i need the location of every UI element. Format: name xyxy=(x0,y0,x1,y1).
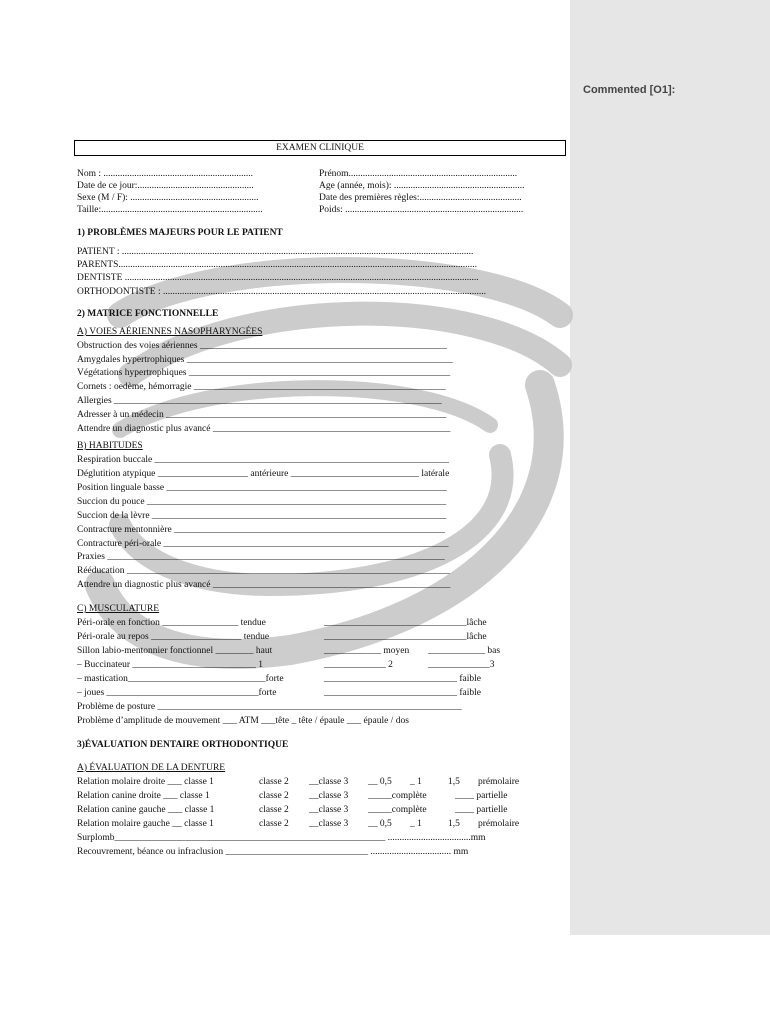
field-cornets[interactable]: Cornets : oedème, hémorragie _____________________________________________________ xyxy=(77,382,446,392)
field-orthodontiste[interactable]: ORTHODONTISTE : ........................................................................................................................................ xyxy=(77,287,486,297)
field-praxies[interactable]: Praxies _______________________________________________________________________ xyxy=(77,552,445,562)
field-molaire-droite[interactable]: Relation molaire droite ___ classe 1 xyxy=(77,777,214,787)
field-attendre-diagnostic-b[interactable]: Attendre un diagnostic plus avancé __________________________________________________ xyxy=(77,580,451,590)
field-periorale-repos[interactable]: Péri-orale au repos ___________________ tendue xyxy=(77,632,270,642)
cell-text[interactable]: _____complète xyxy=(368,791,427,801)
field-allergies[interactable]: Allergies _____________________________________________________________________ xyxy=(77,396,442,406)
cell-text[interactable]: __classe 3 xyxy=(309,805,349,815)
field-taille[interactable]: Taille:.................................................................... xyxy=(77,205,263,215)
field-vegetations[interactable]: Végétations hypertrophiques _______________________________________________________ xyxy=(77,368,451,378)
field-sillon-right[interactable]: ____________ bas xyxy=(428,646,501,656)
cell-text[interactable]: ____ partielle xyxy=(455,805,508,815)
cell-text[interactable]: prémolaire xyxy=(478,819,520,829)
field-surplomb[interactable]: Surplomb_________________________________________________________ ...................................mm xyxy=(77,833,486,843)
section2a-title: A) VOIES AÉRIENNES NASOPHARYNGÉES xyxy=(77,327,263,337)
cell-text[interactable]: __classe 3 xyxy=(309,819,349,829)
comment-label: Commented [O1]: xyxy=(583,84,676,96)
cell-text[interactable]: __ 0,5 xyxy=(368,819,392,829)
field-age[interactable]: Age (année, mois): ....................................................... xyxy=(319,181,525,191)
section2b-title: B) HABITUDES xyxy=(77,441,143,451)
cell-text[interactable]: classe 2 xyxy=(259,819,289,829)
field-canine-droite[interactable]: Relation canine droite ___ classe 1 xyxy=(77,791,210,801)
cell-text[interactable]: _____complète xyxy=(368,805,427,815)
cell-text[interactable]: ____ partielle xyxy=(455,791,508,801)
field-mastication-right[interactable]: ____________________________ faible xyxy=(324,674,482,684)
field-amygdales[interactable]: Amygdales hypertrophiques ________________________________________________________ xyxy=(77,355,453,365)
field-parents[interactable]: PARENTS....................................................................................................................................................... xyxy=(77,260,477,270)
section2-title: 2) MATRICE FONCTIONNELLE xyxy=(77,309,219,319)
field-poids[interactable]: Poids: ........................................................................... xyxy=(319,205,524,215)
field-periorale-fonction[interactable]: Péri-orale en fonction ________________ tendue xyxy=(77,618,266,628)
cell-text[interactable]: __classe 3 xyxy=(309,777,349,787)
field-attendre-diagnostic-a[interactable]: Attendre un diagnostic plus avancé __________________________________________________ xyxy=(77,424,451,434)
field-nom[interactable]: Nom : ............................................................... xyxy=(77,169,254,179)
field-sillon-mid[interactable]: ____________ moyen xyxy=(324,646,410,656)
field-prenom[interactable]: Prénom....................................................................... xyxy=(319,169,518,179)
section1-title: 1) PROBLÈMES MAJEURS POUR LE PATIENT xyxy=(77,228,283,238)
field-succion-levre[interactable]: Succion de la lèvre ______________________________________________________________ xyxy=(77,511,447,521)
field-obstruction[interactable]: Obstruction des voies aériennes ____________________________________________________ xyxy=(77,341,447,351)
field-mastication[interactable]: – mastication_____________________________forte xyxy=(77,674,284,684)
field-buccinateur-mid[interactable]: _____________ 2 xyxy=(324,660,393,670)
field-posture[interactable]: Problème de posture ________________________________________________________________ xyxy=(77,702,462,712)
cell-text[interactable]: _ 1 xyxy=(410,819,422,829)
field-amplitude[interactable]: Problème d’amplitude de mouvement ___ ATM ___tête _ tête / épaule ___ épaule / dos xyxy=(77,716,409,726)
cell-text[interactable]: 1,5 xyxy=(448,819,460,829)
field-date[interactable]: Date de ce jour:................................................. xyxy=(77,181,254,191)
field-dentiste[interactable]: DENTISTE ..................................................................................................................................................... xyxy=(77,273,479,283)
cell-text[interactable]: classe 2 xyxy=(259,805,289,815)
section3-title: 3)ÉVALUATION DENTAIRE ORTHODONTIQUE xyxy=(77,740,289,750)
cell-text[interactable]: 1,5 xyxy=(448,777,460,787)
form-title: EXAMEN CLINIQUE xyxy=(74,140,566,156)
field-succion-pouce[interactable]: Succion du pouce _______________________________________________________________ xyxy=(77,497,447,507)
field-adresser-medecin[interactable]: Adresser à un médecin ___________________________________________________________ xyxy=(77,410,447,420)
cell-text[interactable]: prémolaire xyxy=(478,777,520,787)
section2c-title: C) MUSCULATURE xyxy=(77,604,160,614)
cell-text[interactable]: __ 0,5 xyxy=(368,777,392,787)
field-contracture-mentonniere[interactable]: Contracture mentonnière _________________________________________________________ xyxy=(77,525,445,535)
cell-text[interactable]: classe 2 xyxy=(259,777,289,787)
field-molaire-gauche[interactable]: Relation molaire gauche __ classe 1 xyxy=(77,819,214,829)
field-position-linguale[interactable]: Position linguale basse ___________________________________________________________ xyxy=(77,483,447,493)
field-buccinateur[interactable]: – Buccinateur __________________________ 1 xyxy=(77,660,264,670)
cell-text[interactable]: _ 1 xyxy=(410,777,422,787)
field-periorale-repos-right[interactable]: ______________________________lâche xyxy=(324,632,487,642)
field-patient[interactable]: PATIENT : .................................................................................................................................................... xyxy=(77,247,474,257)
comment-pane xyxy=(570,0,770,935)
section3a-title: A) ÉVALUATION DE LA DENTURE xyxy=(77,763,226,773)
field-joues-right[interactable]: ____________________________ faible xyxy=(324,688,482,698)
field-contracture-periorale[interactable]: Contracture péri-orale ____________________________________________________________ xyxy=(77,539,449,549)
field-regles[interactable]: Date des premières règles:........................................... xyxy=(319,193,522,203)
cell-text[interactable]: classe 2 xyxy=(259,791,289,801)
field-reeducation[interactable]: Rééducation ____________________________________________________________________ xyxy=(77,566,450,576)
field-deglutition[interactable]: Déglutition atypique ___________________ antérieure ___________________________ latérale xyxy=(77,469,450,479)
field-periorale-fonction-right[interactable]: ______________________________lâche xyxy=(324,618,487,628)
field-joues[interactable]: – joues ________________________________forte xyxy=(77,688,277,698)
field-canine-gauche[interactable]: Relation canine gauche ___ classe 1 xyxy=(77,805,215,815)
cell-text[interactable]: __classe 3 xyxy=(309,791,349,801)
field-sillon[interactable]: Sillon labio-mentonnier fonctionnel ________ haut xyxy=(77,646,273,656)
field-recouvrement[interactable]: Recouvrement, béance ou infraclusion ______________________________ .................................. mm xyxy=(77,847,469,857)
field-respiration-buccale[interactable]: Respiration buccale ______________________________________________________________ xyxy=(77,455,450,465)
field-sexe[interactable]: Sexe (M / F): ...................................................... xyxy=(77,193,259,203)
field-buccinateur-right[interactable]: _____________3 xyxy=(428,660,495,670)
